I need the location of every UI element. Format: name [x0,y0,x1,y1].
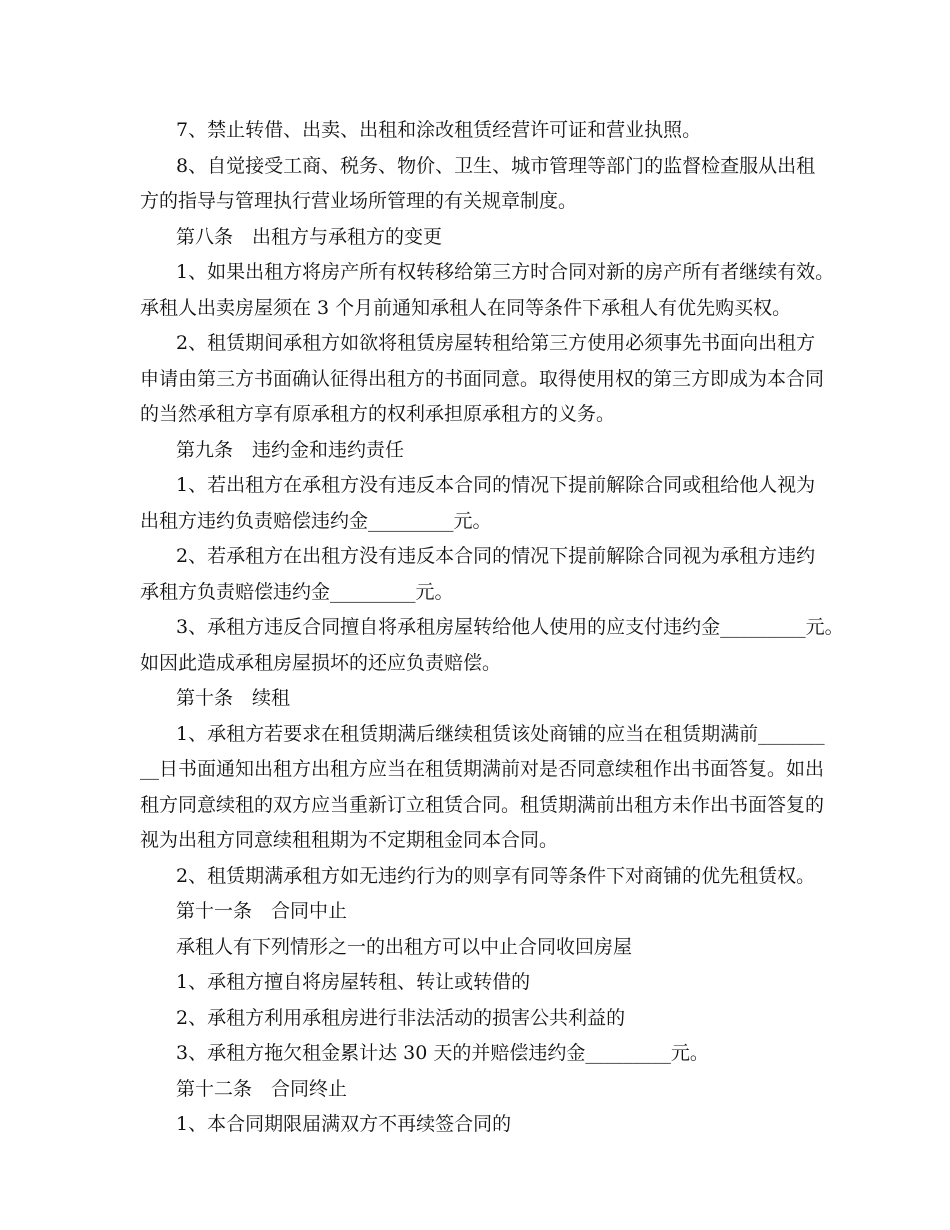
text-line: 承租人有下列情形之一的出租方可以中止合同收回房屋 [176,935,633,958]
text-line: 如因此造成承租房屋损坏的还应负责赔偿。 [140,651,502,674]
text-line: 2、若承租方在出租方没有违反本合同的情况下提前解除合同视为承租方违约 [176,545,816,567]
text-line: 3、承租方违反合同擅自将承租房屋转给他人使用的应支付违约金_________元。 [176,616,844,638]
text-line: 1、本合同期限届满双方不再续签合同的 [176,1113,512,1135]
text-line: __日书面通知出租方出租方应当在租赁期满前对是否同意续租作出书面答复。如出 [140,758,825,780]
text-line: 2、租赁期间承租方如欲将租赁房屋转租给第三方使用必须事先书面向出租方 [176,332,816,354]
text-line: 租方同意续租的双方应当重新订立租赁合同。租赁期满前出租方未作出书面答复的 [140,793,825,816]
text-line: 1、承租方擅自将房屋转租、转让或转借的 [176,971,531,993]
text-line: 1、承租方若要求在租赁期满后继续租赁该处商铺的应当在租赁期满前_______ [176,722,825,745]
text-line: 3、承租方拖欠租金累计达 30 天的并赔偿违约金_________元。 [176,1042,709,1064]
text-line: 申请由第三方书面确认征得出租方的书面同意。取得使用权的第三方即成为本合同 [140,367,825,390]
text-line: 7、禁止转借、出卖、出租和涂改租赁经营许可证和营业执照。 [176,119,702,141]
section-heading: 第十二条 合同终止 [176,1077,348,1100]
text-line: 方的指导与管理执行营业场所管理的有关规章制度。 [140,190,578,212]
text-line: 2、租赁期满承租方如无违约行为的则享有同等条件下对商铺的优先租赁权。 [176,864,816,887]
section-heading: 第九条 违约金和违约责任 [176,438,405,461]
section-heading: 第十条 续租 [176,687,291,709]
section-heading: 第十一条 合同中止 [176,900,348,922]
text-line: 1、若出租方在承租方没有违反本合同的情况下提前解除合同或租给他人视为 [176,474,816,496]
contract-text [140,113,844,1143]
text-line: 出租方违约负责赔偿违约金_________元。 [140,509,492,532]
text-line: 1、如果出租方将房产所有权转移给第三方时合同对新的房产所有者继续有效。 [176,261,835,283]
text-line: 2、承租方利用承租房进行非法活动的损害公共利益的 [176,1006,626,1029]
text-line: 视为出租方同意续租租期为不定期租金同本合同。 [140,829,559,851]
text-line: 承租人出卖房屋须在 3 个月前通知承租人在同等条件下承租人有优先购买权。 [140,296,792,319]
text-line: 的当然承租方享有原承租方的权利承担原承租方的义务。 [140,403,616,425]
section-heading: 第八条 出租方与承租方的变更 [176,225,443,248]
text-line: 承租方负责赔偿违约金_________元。 [140,580,454,603]
text-line: 8、自觉接受工商、税务、物价、卫生、城市管理等部门的监督检查服从出租 [176,154,816,177]
